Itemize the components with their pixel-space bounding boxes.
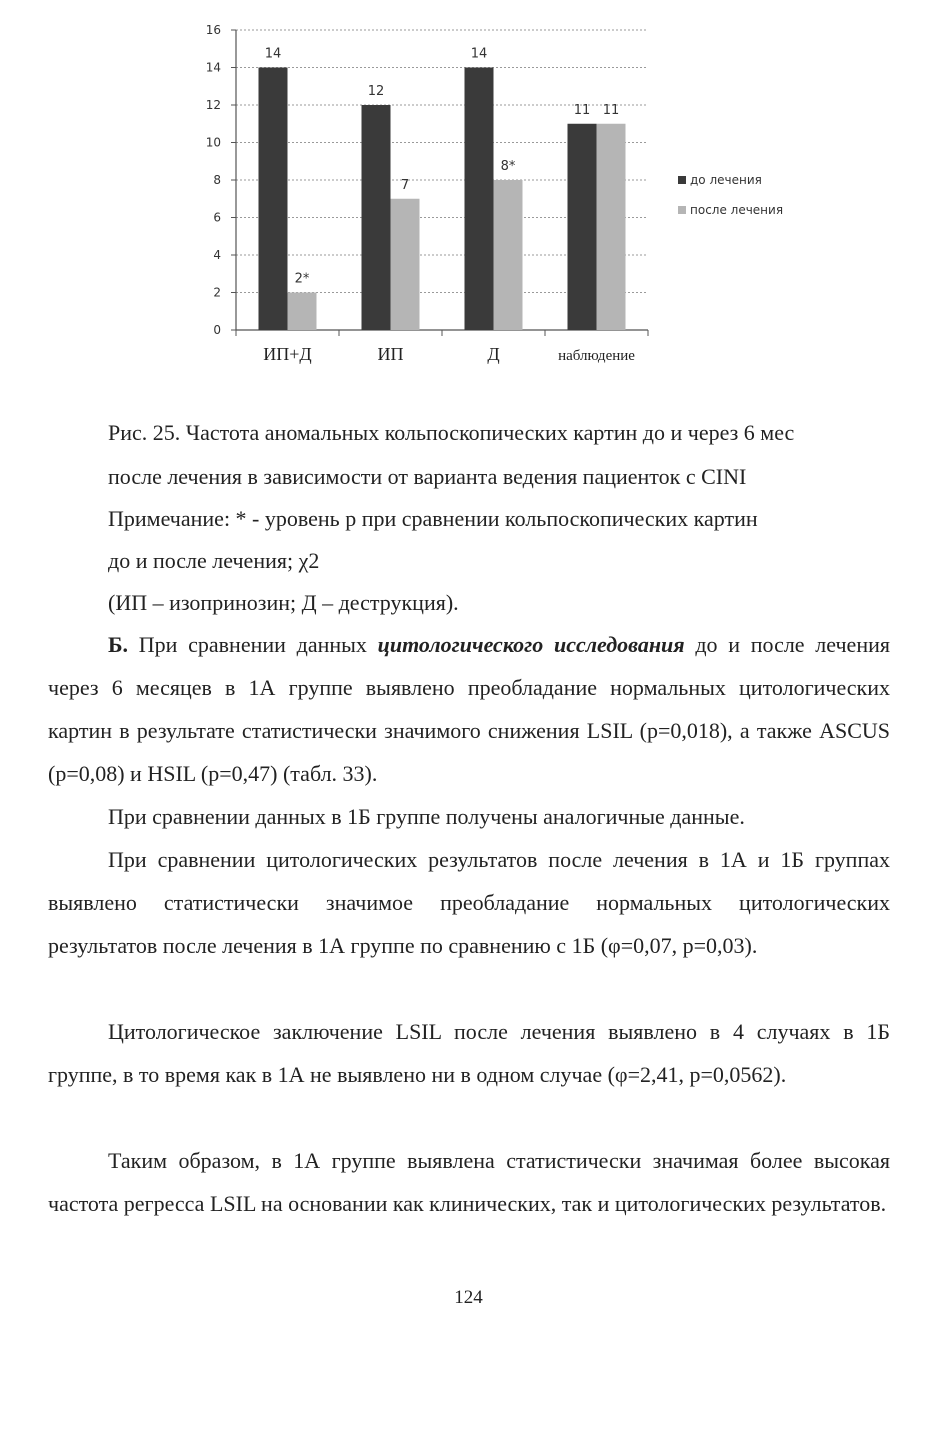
figure-caption-line-2: после лечения в зависимости от варианта ведения пациенток с CINI <box>108 464 747 489</box>
paragraph-text: При сравнении данных <box>128 632 378 657</box>
emphasis-text: цитологического исследования <box>377 632 685 657</box>
bar <box>597 124 626 330</box>
bar <box>465 68 494 331</box>
section-letter: Б. <box>108 632 129 657</box>
data-label: 2* <box>294 271 310 287</box>
y-tick-label: 4 <box>213 248 221 262</box>
x-tick-label: наблюдение <box>558 348 635 364</box>
data-label: 7 <box>400 177 410 193</box>
x-tick-label: Д <box>487 344 500 364</box>
legend-label: после лечения <box>690 203 784 217</box>
y-tick-label: 10 <box>205 135 221 150</box>
data-label: 11 <box>573 102 591 118</box>
data-label: 11 <box>602 102 620 118</box>
y-tick-label: 8 <box>213 173 221 187</box>
y-tick-label: 0 <box>213 323 221 337</box>
bar-chart <box>0 0 937 380</box>
legend-swatch <box>678 206 686 214</box>
paragraph-text: до и после лечения через 6 месяцев в 1А группе выявлено преобладание нормальных цитологических картин в результате статистически значимого снижения LSIL (р=0,018), а также ASCUS (р=0,08) и HSIL (р=0,47) (табл. 33). <box>48 632 890 786</box>
y-tick-label: 14 <box>205 60 221 75</box>
y-tick-label: 2 <box>213 285 221 300</box>
x-tick-label: ИП <box>377 344 404 364</box>
paragraph-group-1b: При сравнении данных в 1Б группе получены аналогичные данные. <box>108 804 745 829</box>
legend-swatch <box>678 176 686 184</box>
page-number: 124 <box>454 1287 483 1308</box>
bar <box>259 68 288 331</box>
y-tick-label: 16 <box>205 23 221 37</box>
x-tick-label: ИП+Д <box>263 344 312 364</box>
bar <box>568 124 597 330</box>
bar <box>391 199 420 330</box>
figure-note-line-3: (ИП – изопринозин; Д – деструкция). <box>108 590 459 615</box>
data-label: 12 <box>367 84 385 99</box>
data-label: 14 <box>470 46 488 62</box>
paragraph-conclusion: Таким образом, в 1А группе выявлена статистически значимая более высокая частота регресса LSIL на основании как клинических, так и цитологических результатов. <box>48 1148 890 1216</box>
data-label: 14 <box>264 46 282 62</box>
figure-note-line-2: до и после лечения; χ2 <box>108 548 320 573</box>
legend-label: до лечения <box>690 173 762 187</box>
figure-note-line-1: Примечание: * - уровень р при сравнении кольпоскопических картин <box>108 506 758 531</box>
paragraph-lsil: Цитологическое заключение LSIL после лечения выявлено в 4 случаях в 1Б группе, в то время как в 1А не выявлено ни в одном случае (φ=2,41, р=0,0562). <box>48 1019 890 1087</box>
y-tick-label: 6 <box>213 210 221 225</box>
figure-caption-line-1: Рис. 25. Частота аномальных кольпоскопических картин до и через 6 мес <box>108 420 795 445</box>
bar <box>362 105 391 330</box>
bar <box>494 180 523 330</box>
bar <box>288 293 317 331</box>
paragraph-cytology <box>48 623 890 795</box>
paragraph-comparison: При сравнении цитологических результатов после лечения в 1А и 1Б группах выявлено статистически значимое преобладание нормальных цитологических результатов после лечения в 1А группе по сравнению с 1Б (φ=0,07, р=0,03). <box>48 847 890 958</box>
data-label: 8* <box>500 159 516 174</box>
y-tick-label: 12 <box>205 98 221 112</box>
